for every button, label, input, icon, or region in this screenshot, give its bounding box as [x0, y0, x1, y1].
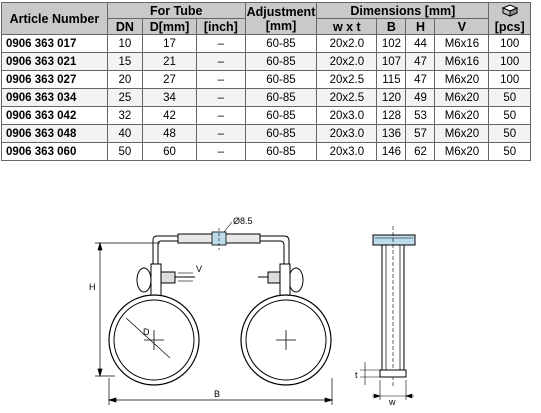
right-clamp: [241, 264, 331, 385]
t-dimension: [360, 362, 380, 385]
v-cell: M6x16: [435, 35, 489, 53]
header-dimensions: Dimensions [mm]: [317, 3, 489, 19]
d-cell: 42: [143, 107, 197, 125]
h-cell: 53: [406, 107, 435, 125]
inch-cell: –: [196, 107, 245, 125]
header-article: Article Number: [2, 3, 108, 35]
v-cell: M6x20: [435, 71, 489, 89]
b-cell: 146: [377, 143, 406, 161]
t-label: t: [355, 370, 358, 380]
article-cell: 0906 363 021: [2, 53, 108, 71]
article-cell: 0906 363 048: [2, 125, 108, 143]
header-for-tube: For Tube: [107, 3, 245, 19]
inch-cell: –: [196, 143, 245, 161]
dn-cell: 40: [107, 125, 142, 143]
adjustment-cell: 60-85: [245, 125, 317, 143]
table-row: [2, 107, 531, 125]
table-row: [2, 143, 531, 161]
v-cell: M6x20: [435, 125, 489, 143]
wxt-cell: 20x2.5: [317, 89, 377, 107]
header-pcs: [489, 3, 531, 35]
inch-cell: –: [196, 89, 245, 107]
article-cell: 0906 363 027: [2, 71, 108, 89]
pcs-cell: 50: [489, 107, 531, 125]
pcs-cell: 50: [489, 125, 531, 143]
article-cell: 0906 363 060: [2, 143, 108, 161]
technical-drawing: [0, 200, 541, 413]
dn-cell: 10: [107, 35, 142, 53]
header-wxt: w x t: [317, 19, 377, 35]
header-adjustment: Adjustment [mm]: [246, 4, 316, 33]
h-cell: 47: [406, 53, 435, 71]
v-cell: M6x16: [435, 53, 489, 71]
wxt-cell: 20x2.5: [317, 71, 377, 89]
dn-cell: 20: [107, 71, 142, 89]
b-cell: 128: [377, 107, 406, 125]
dn-cell: 25: [107, 89, 142, 107]
table-row: [2, 53, 531, 71]
d-label: D: [143, 327, 150, 337]
b-label: B: [214, 389, 221, 399]
w-label: w: [389, 397, 396, 407]
d-cell: 27: [143, 71, 197, 89]
d-cell: 48: [143, 125, 197, 143]
header-d: D[mm]: [143, 19, 197, 35]
wxt-cell: 20x2.0: [317, 53, 377, 71]
d-cell: 34: [143, 89, 197, 107]
adjustment-cell: 60-85: [245, 53, 317, 71]
header-v: V: [435, 19, 489, 35]
adjustment-cell: 60-85: [245, 35, 317, 53]
header-h: H: [406, 19, 435, 35]
side-view: [373, 226, 415, 386]
box-icon: [489, 3, 530, 20]
v-cell: M6x20: [435, 107, 489, 125]
pcs-cell: 50: [489, 143, 531, 161]
spec-table: [1, 2, 531, 161]
b-cell: 115: [377, 71, 406, 89]
v-label: V: [196, 264, 203, 274]
header-dn: DN: [107, 19, 142, 35]
dn-cell: 32: [107, 107, 142, 125]
header-inch: [inch]: [196, 19, 245, 35]
table-row: [2, 125, 531, 143]
article-cell: 0906 363 042: [2, 107, 108, 125]
d-cell: 21: [143, 53, 197, 71]
header-b: B: [377, 19, 406, 35]
adjustment-bar: [153, 228, 289, 272]
v-cell: M6x20: [435, 89, 489, 107]
article-cell: 0906 363 034: [2, 89, 108, 107]
wxt-cell: 20x3.0: [317, 143, 377, 161]
d-cell: 17: [143, 35, 197, 53]
table-row: [2, 71, 531, 89]
b-cell: 120: [377, 89, 406, 107]
pcs-cell: 100: [489, 35, 531, 53]
d-cell: 60: [143, 143, 197, 161]
b-cell: 102: [377, 35, 406, 53]
inch-cell: –: [196, 71, 245, 89]
inch-cell: –: [196, 35, 245, 53]
adjustment-cell: 60-85: [245, 107, 317, 125]
pcs-cell: 50: [489, 89, 531, 107]
dn-cell: 15: [107, 53, 142, 71]
v-cell: M6x20: [435, 143, 489, 161]
h-cell: 44: [406, 35, 435, 53]
hole-label: Ø8.5: [233, 216, 253, 226]
table-row: [2, 89, 531, 107]
adjustment-cell: 60-85: [245, 143, 317, 161]
h-cell: 49: [406, 89, 435, 107]
adjustment-cell: 60-85: [245, 89, 317, 107]
pcs-label: [pcs]: [494, 20, 525, 34]
b-cell: 107: [377, 53, 406, 71]
table-row: [2, 35, 531, 53]
left-clamp: [109, 264, 199, 385]
pcs-cell: 100: [489, 71, 531, 89]
dn-cell: 50: [107, 143, 142, 161]
h-label: H: [89, 282, 96, 292]
adjustment-cell: 60-85: [245, 71, 317, 89]
hole-dimension: [224, 222, 232, 232]
inch-cell: –: [196, 53, 245, 71]
article-cell: 0906 363 017: [2, 35, 108, 53]
h-cell: 57: [406, 125, 435, 143]
wxt-cell: 20x2.0: [317, 35, 377, 53]
pcs-cell: 100: [489, 53, 531, 71]
h-cell: 47: [406, 71, 435, 89]
wxt-cell: 20x3.0: [317, 107, 377, 125]
inch-cell: –: [196, 125, 245, 143]
b-cell: 136: [377, 125, 406, 143]
wxt-cell: 20x3.0: [317, 125, 377, 143]
h-cell: 62: [406, 143, 435, 161]
